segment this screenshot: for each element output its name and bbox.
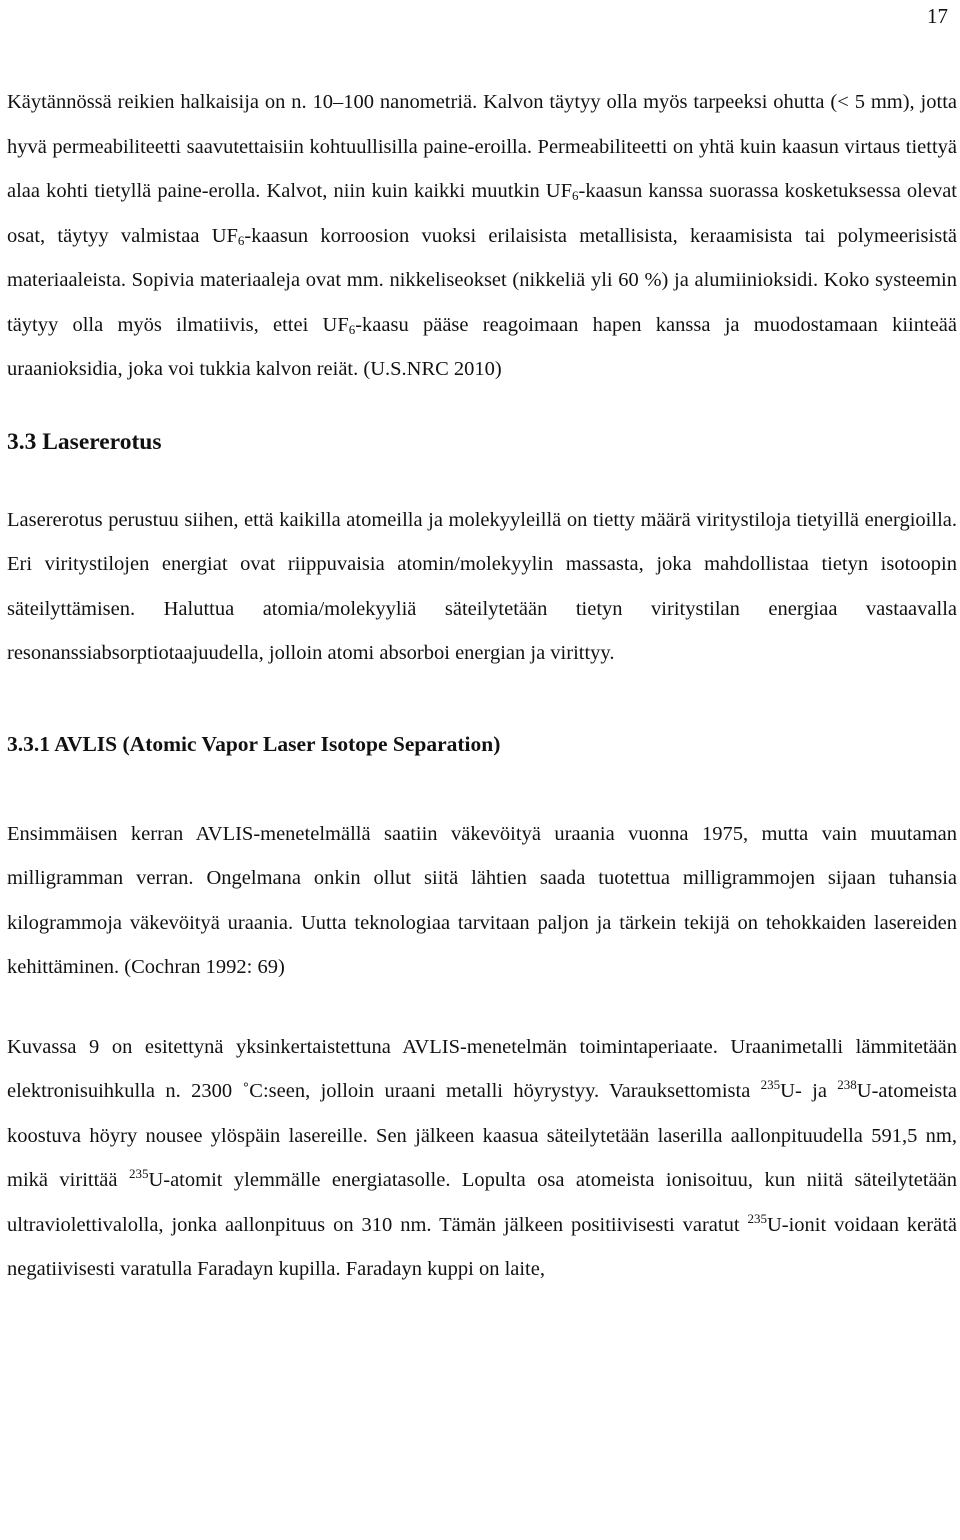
paragraph-spacer [7, 990, 957, 1025]
superscript: 238 [837, 1077, 857, 1092]
subscript: 6 [237, 232, 245, 248]
paragraph-text: -kaasun kanssa suorassa kosketuksessa olevat osat, täytyy valmistaa UF [7, 180, 957, 247]
paragraph-text: U-atomit ylemmälle energiatasolle. Lopulta osa atomeista ionisoituu, kun niitä säteilytetään ultraviolettivalolla, jonka aallonpituus on 310 nm. Tämän jälkeen positiivisesti varatut [7, 1169, 958, 1236]
superscript: 235 [747, 1210, 767, 1226]
paragraph-text: U-atomeista koostuva höyry nousee ylöspäin lasereille. Sen jälkeen kaasua säteilytetään laserilla aallonpituudella 591,5 nm, mikä virittää [7, 1080, 957, 1191]
paragraph-text: Kuvassa 9 on esitettynä yksinkertaistettuna AVLIS-menetelmän toimintaperiaate. Uraanimetalli lämmitetään elektronisuihkulla n. 2300 ˚C:seen, jolloin uraani metalli höyrystyy. Varauksettomista [7, 1035, 957, 1102]
paragraph-membrane [7, 80, 957, 392]
section-heading-lasererotus: 3.3 Lasererotus [7, 428, 162, 455]
subscript: 6 [572, 188, 579, 203]
subscript: 6 [348, 321, 356, 337]
paragraph-text: -kaasun korroosion vuoksi erilaisista metallisista, keraamisista tai polymeerisistä materiaaleista. Sopivia materiaaleja ovat mm. nikkeliseokset (nikkeliä yli 60 %) ja alumiinioksidi. Koko systeemin täytyy olla myös ilmatiivis, ettei UF [7, 224, 958, 336]
paragraph-text: Käytännössä reikien halkaisija on n. 10–100 nanometriä. Kalvon täytyy olla myös tarpeeksi ohutta (< 5 mm), jotta hyvä permeabiliteetti saavutettaisiin kohtuullisilla paine-eroilla. Permeabiliteetti on yhtä kuin kaasun virtaus tiettyä alaa kohti tietyllä paine-erolla. Kalvot, niin kuin kaikki muutkin UF [7, 91, 957, 202]
paragraph-text: U- ja [780, 1080, 838, 1102]
paragraph-avlis-history: Ensimmäisen kerran AVLIS-menetelmällä saatiin väkevöityä uraania vuonna 1975, mutta vain muutaman milligramman verran. Ongelmana onkin ollut siitä lähtien saada tuotettua milligrammojen sijaan tuhansia kilogrammoja väkevöityä uraania. Uutta teknologiaa tarvitaan paljon ja tärkein tekijä on tehokkaiden lasereiden kehittäminen. (Cochran 1992: 69) [7, 822, 957, 978]
superscript: 235 [128, 1166, 149, 1181]
page-number: 17 [927, 4, 948, 28]
paragraph-lasererotus: Lasererotus perustuu siihen, että kaikilla atomeilla ja molekyyleillä on tietty määrä viritystiloja tietyillä energioilla. Eri viritystilojen energiat ovat riippuvaisia atomin/molekyylin massasta, joka mahdollistaa tietyn isotoopin säteilyttämisen. Haluttua atomia/molekyyliä säteilytetään tietyn viritystilan energiaa vastaavalla resonanssiabsorptiotaajuudella, jolloin atomi absorboi energian ja virittyy. [7, 508, 957, 664]
document-body [7, 80, 957, 1292]
superscript: 235 [760, 1077, 781, 1092]
paragraph-avlis-principle [7, 1025, 957, 1292]
section-heading-avlis: 3.3.1 AVLIS (Atomic Vapor Laser Isotope Separation) [7, 731, 501, 756]
paragraph-text: -kaasu pääse reagoimaan hapen kanssa ja muodostamaan kiinteää uraanioksidia, joka voi tukkia kalvon reiät. (U.S.NRC 2010) [7, 313, 957, 380]
paragraph-text: U-ionit voidaan kerätä negatiivisesti varatulla Faradayn kupilla. Faradayn kuppi on laite, [7, 1213, 957, 1280]
